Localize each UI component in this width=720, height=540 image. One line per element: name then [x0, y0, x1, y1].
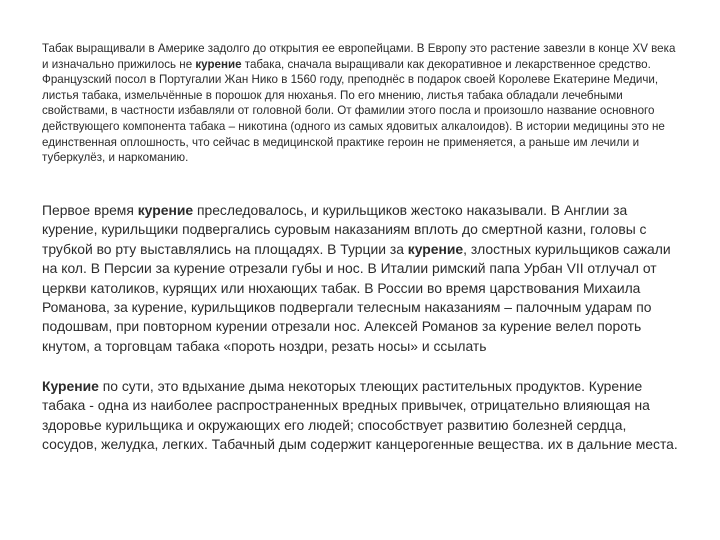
- paragraph-text: Табак выращивали в Америке задолго до открытия ее европейцами. В Европу это растение завезли в конце XV века и изначально прижилось не: [42, 42, 676, 71]
- paragraph-jean-nicot: [42, 72, 678, 166]
- paragraph-text: по сути, это вдыхание дыма некоторых тлеющих растительных продуктов. Курение табака - одна из наиболее распространенных вредных привычек, отрицательно влияющая на здоровье курильщика и окружающих его людей; способствует развитию болезней сердца, сосудов, желудка, легких. Табачный дым содержит канцерогенные вещества. их в дальние места.: [42, 378, 678, 453]
- paragraph-text: Первое время: [42, 202, 138, 218]
- paragraph-history-america: [42, 41, 678, 72]
- bold-term: курение: [407, 240, 464, 257]
- paragraph-definition: [42, 377, 682, 455]
- paragraph-text: преследовалось, и курильщиков жестоко наказывали. В Англии за курение, курильщики подвергались суровым наказаниям вплоть до смертной казни, головы с трубкой во рту выставлялись на площадях. В Турции за: [42, 202, 647, 257]
- bold-term: курение: [195, 57, 242, 71]
- bold-term: курение: [137, 202, 194, 218]
- paragraph-persecution: [42, 201, 682, 356]
- paragraph-text: , злостных курильщиков сажали на кол. В Персии за курение отрезали губы и нос. В Италии римский папа Урбан VII отлучал от церкви католиков, курящих или нюхающих табак. В России во время царствования Михаила Романова, за курение, курильщиков подвергали телесным наказаниям – палочным ударам по подошвам, при повторном курении отрезали нос. Алексей Романов за курение велел пороть кнутом, а торговцам табака «пороть ноздри, резать носы» и ссылать: [42, 240, 671, 354]
- paragraph-text: табака, сначала выращивали как декоративное и лекарственное средство.: [241, 57, 651, 71]
- intro-text-block: [42, 41, 678, 166]
- persecution-text-block: [42, 201, 682, 356]
- paragraph-text: Французский посол в Португалии Жан Нико в 1560 году, преподнёс в подарок своей Королеве Екатерине Медичи, листья табака, измельчённые в порошок для нюханья. По его мнению, листья табака обладали лечебными свойствами, в частности избавляли от головной боли. От фамилии этого посла и произошло название основного действующего компонента табака – никотина (одного из самых ядовитых алкалоидов). В истории медицины это не единственная оплошность, что сейчас в медицинской практике героин не применяется, а раньше им лечили и туберкулёз, и наркоманию.: [42, 73, 665, 165]
- bold-term: Курение: [42, 378, 99, 394]
- definition-text-block: [42, 377, 682, 455]
